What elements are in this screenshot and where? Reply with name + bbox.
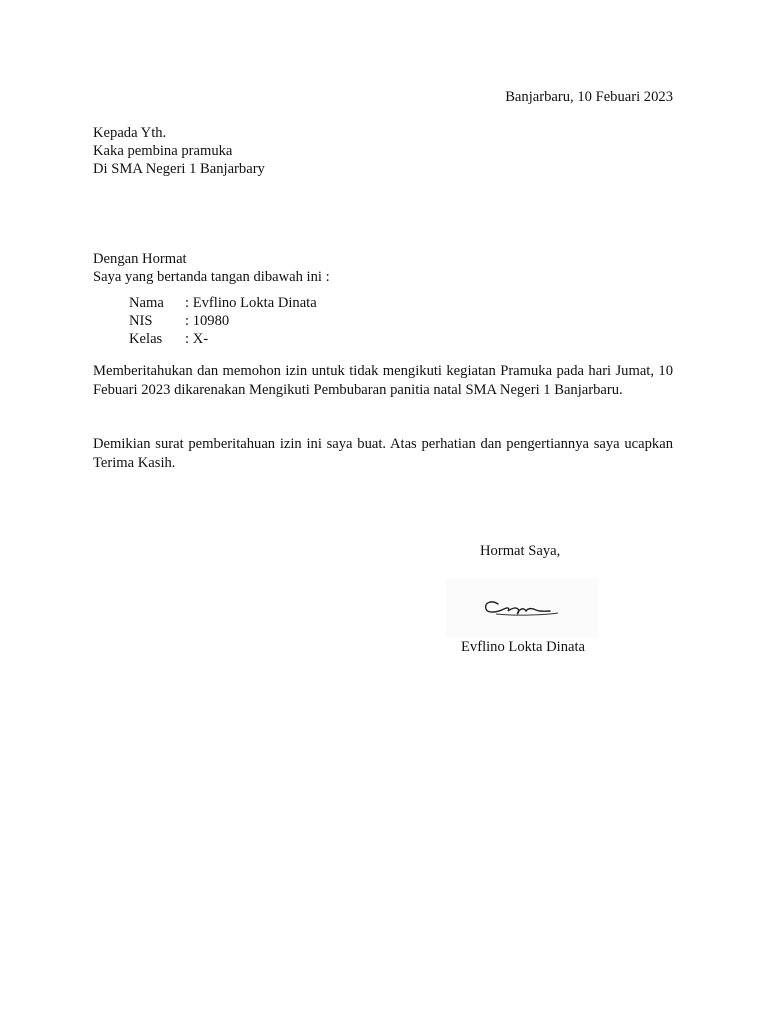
intro-text: Saya yang bertanda tangan dibawah ini : <box>93 269 330 285</box>
body-paragraph: Memberitahukan dan memohon izin untuk tidak mengikuti kegiatan Pramuka pada hari Jumat, 10 Febuari 2023 dikarenakan Mengikuti Pembubaran panitia natal SMA Negeri 1 Banjarbaru. <box>93 363 673 398</box>
identity-label-kelas: Kelas <box>129 331 163 347</box>
place-date: Banjarbaru, 10 Febuari 2023 <box>505 89 673 105</box>
sign-off: Hormat Saya, <box>480 543 561 559</box>
identity-value-kelas: : X- <box>185 331 209 347</box>
recipient-line-1: Kepada Yth. <box>93 125 167 141</box>
recipient-line-2: Kaka pembina pramuka <box>93 143 233 159</box>
identity-label-name: Nama <box>129 295 164 311</box>
signature-image <box>446 578 598 638</box>
greeting: Dengan Hormat <box>93 251 187 267</box>
recipient-line-3: Di SMA Negeri 1 Banjarbary <box>93 161 265 177</box>
identity-value-nis: : 10980 <box>185 313 230 329</box>
signer-name: Evflino Lokta Dinata <box>461 639 586 655</box>
identity-label-nis: NIS <box>129 313 153 329</box>
identity-value-name: : Evflino Lokta Dinata <box>185 295 317 311</box>
closing-paragraph: Demikian surat pemberitahuan izin ini saya buat. Atas perhatian dan pengertiannya saya ucapkan Terima Kasih. <box>93 436 673 471</box>
